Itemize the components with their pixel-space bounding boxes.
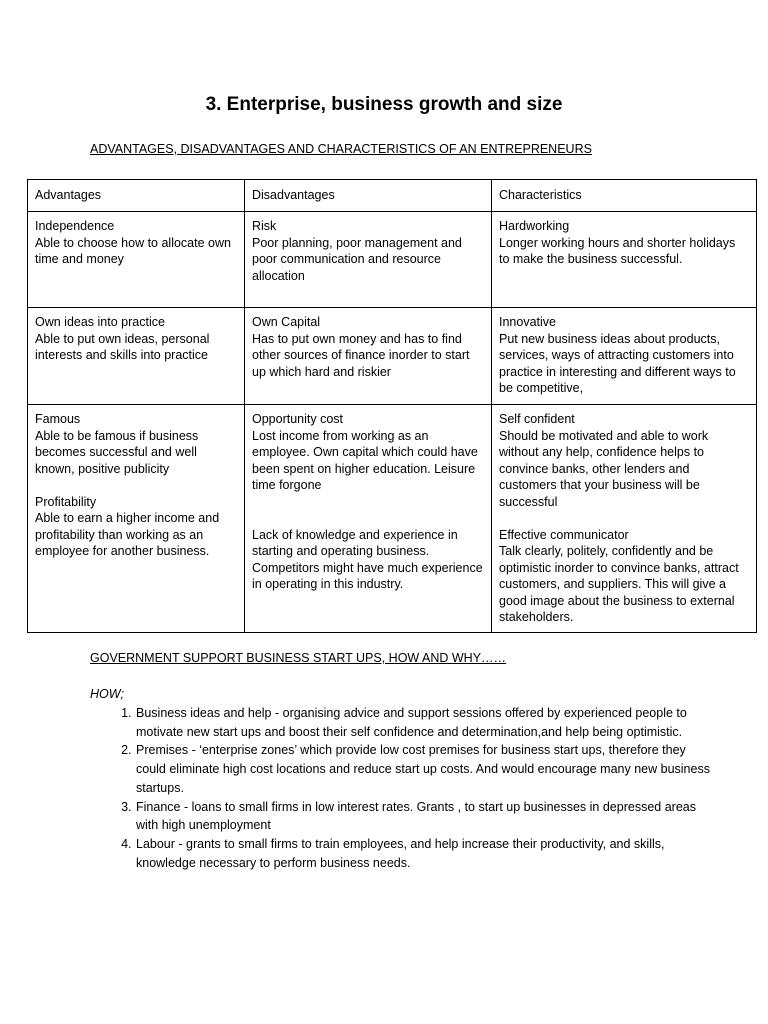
advantages-cell — [28, 212, 245, 308]
cell-text: Able to be famous if business becomes successful and well known, positive publicity — [35, 428, 199, 476]
cell-title: Opportunity cost — [252, 412, 344, 426]
cell-text: Should be motivated and able to work without any help, confidence helps to convince banks, other lenders and customers that your business will be successful — [499, 428, 709, 509]
disadvantages-cell — [245, 308, 492, 405]
how-list — [90, 704, 715, 872]
cell-title: Innovative — [499, 315, 556, 329]
cell-title: Independence — [35, 219, 115, 233]
cell-title: Self confident — [499, 412, 575, 426]
cell-title: Famous — [35, 412, 81, 426]
cell-text: Poor planning, poor management and poor communication and resource allocation — [252, 235, 462, 283]
cell-text: Put new business ideas about products, services, ways of attracting customers into practice in interesting and different ways to be competitive, — [499, 331, 736, 395]
list-item: 2. Premises - ‘enterprise zones’ which provide low cost premises for business start ups, therefore they could eliminate high cost locations and reduce start up costs. And would encourage many new business startups. — [135, 741, 715, 797]
cell-text: Lost income from working as an employee. Own capital which could have been spent on higher education. Leisure time forgone — [252, 428, 478, 492]
cell-text: Able to earn a higher income and profitability than working as an employee for another business. — [35, 511, 220, 558]
cell-text: Longer working hours and shorter holidays to make the business successful. — [499, 235, 736, 266]
table-header-row — [28, 180, 757, 212]
disadvantages-cell — [245, 212, 492, 308]
cell-text: Lack of knowledge and experience in starting and operating business. Competitors might have much experience in operating in this industry. — [252, 527, 483, 591]
spacer — [35, 477, 237, 494]
disadvantages-cell — [245, 405, 492, 633]
characteristics-cell — [492, 405, 757, 633]
advantages-cell — [28, 405, 245, 633]
cell-title: Effective communicator — [499, 527, 629, 542]
advantages-cell — [28, 308, 245, 405]
characteristics-cell — [492, 308, 757, 405]
section-heading-government-support: GOVERNMENT SUPPORT BUSINESS START UPS, HOW AND WHY…… — [90, 651, 507, 665]
cell-title: Own ideas into practice — [35, 315, 165, 329]
header-characteristics: Characteristics — [492, 180, 757, 212]
table-row — [28, 308, 757, 405]
cell-title: Hardworking — [499, 219, 570, 233]
cell-title: Profitability — [35, 494, 97, 509]
spacer — [252, 494, 484, 527]
cell-text: Able to choose how to allocate own time and money — [35, 235, 231, 266]
list-item: 4. Labour - grants to small firms to train employees, and help increase their productivity, and skills, knowledge necessary to perform business needs. — [135, 835, 715, 872]
list-item: 1. Business ideas and help - organising advice and support sessions offered by experienced people to motivate new start ups and boost their self confidence and determination,and help being optimistic. — [135, 704, 715, 741]
header-disadvantages: Disadvantages — [245, 180, 492, 212]
page-title: 3. Enterprise, business growth and size — [205, 94, 563, 115]
list-item: 3. Finance - loans to small firms in low interest rates. Grants , to start up businesses in depressed areas with high unemployment — [135, 798, 715, 835]
cell-text: Talk clearly, politely, confidently and be optimistic inorder to convince banks, attract customers, and suppliers. This will give a good image about the business to external stakeholders. — [499, 544, 739, 624]
cell-text: Able to put own ideas, personal interests and skills into practice — [35, 331, 210, 362]
table-row — [28, 405, 757, 633]
how-label: HOW; — [90, 687, 125, 701]
header-advantages: Advantages — [28, 180, 245, 212]
cell-title: Risk — [252, 219, 277, 233]
table-row — [28, 212, 757, 308]
cell-title: Own Capital — [252, 315, 321, 329]
entrepreneur-table — [27, 179, 757, 633]
section-heading-entrepreneurs: ADVANTAGES, DISADVANTAGES AND CHARACTERISTICS OF AN ENTREPRENEURS — [90, 142, 592, 156]
cell-text: Has to put own money and has to find other sources of finance inorder to start up which hard and riskier — [252, 331, 470, 379]
spacer — [499, 510, 749, 527]
characteristics-cell — [492, 212, 757, 308]
